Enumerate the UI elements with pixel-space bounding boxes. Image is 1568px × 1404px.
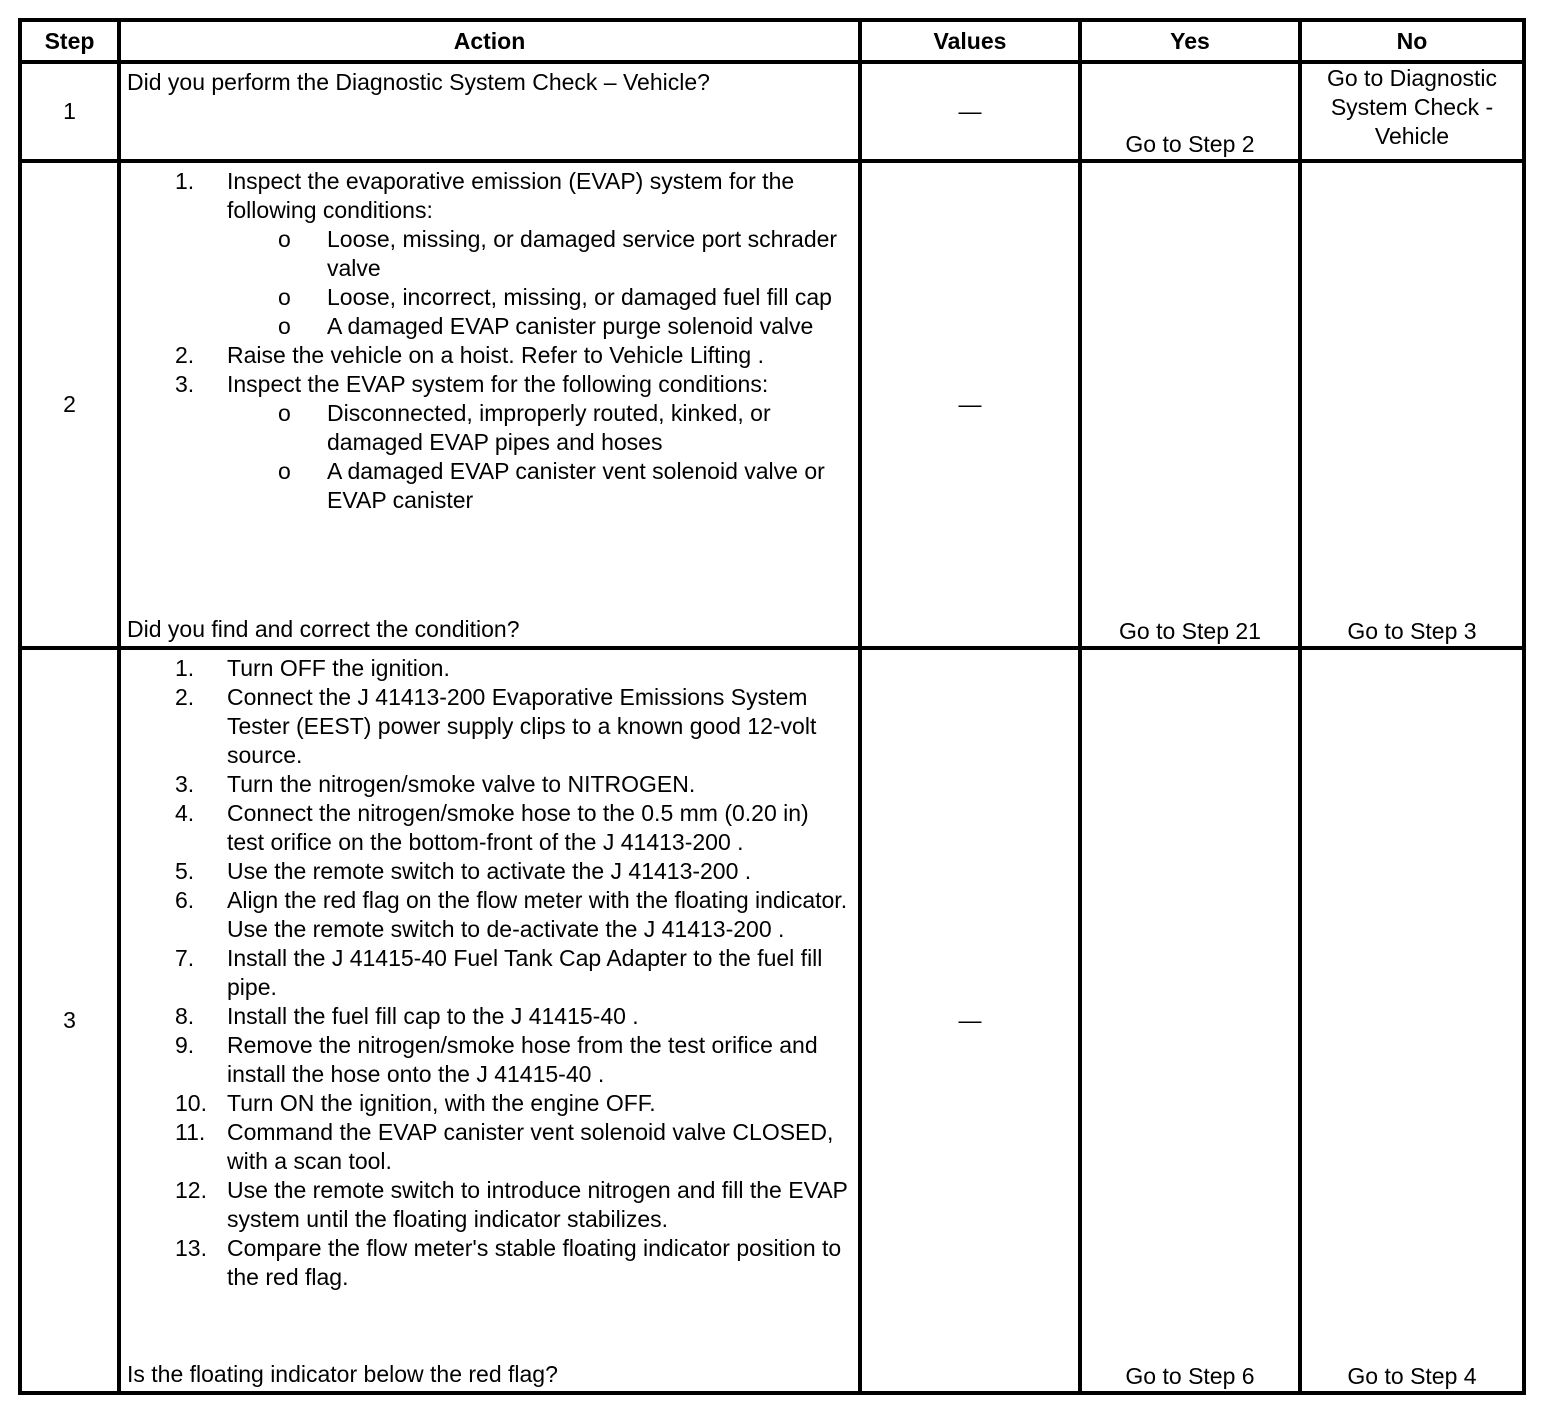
list-item (121, 886, 850, 944)
item-number: 5. (175, 858, 195, 884)
item-text: Align the red flag on the flow meter with the floating indicator. Use the remote switch to de-activate the J 41413-200 . (227, 887, 848, 942)
table-row (20, 161, 1524, 648)
item-text: Compare the flow meter's stable floating indicator position to the red flag. (227, 1235, 842, 1290)
action-steps-list (121, 163, 858, 515)
list-item (121, 799, 850, 857)
list-item (121, 654, 850, 683)
item-text: Install the fuel fill cap to the J 41415-40 . (227, 1003, 639, 1029)
item-number: 6. (175, 887, 195, 913)
step-number: 1 (20, 62, 119, 161)
action-question: Did you perform the Diagnostic System Check – Vehicle? (127, 69, 710, 95)
header-action: Action (119, 20, 860, 62)
no-cell: Go to Step 3 (1300, 161, 1524, 648)
values-cell: — (860, 648, 1080, 1393)
item-number: 1. (175, 168, 195, 194)
item-number: 3. (175, 371, 195, 397)
item-text: Connect the nitrogen/smoke hose to the 0.5 mm (0.20 in) test orifice on the bottom-front of the J 41413-200 . (227, 800, 809, 855)
bullet-icon: o (278, 313, 291, 339)
step-number: 2 (20, 161, 119, 648)
item-number: 11. (175, 1119, 206, 1145)
action-cell (119, 648, 860, 1393)
values-cell: — (860, 161, 1080, 648)
no-cell: Go to Diagnostic System Check - Vehicle (1300, 62, 1524, 161)
table-row (20, 648, 1524, 1393)
action-question: Did you find and correct the condition? (127, 616, 520, 642)
item-number: 1. (175, 655, 195, 681)
header-row (20, 20, 1524, 62)
no-cell: Go to Step 4 (1300, 648, 1524, 1393)
values-cell: — (860, 62, 1080, 161)
item-number: 2. (175, 684, 195, 710)
header-no: No (1300, 20, 1524, 62)
header-values: Values (860, 20, 1080, 62)
bullet-icon: o (278, 226, 291, 252)
item-text: Command the EVAP canister vent solenoid valve CLOSED, with a scan tool. (227, 1119, 834, 1174)
bullet-icon: o (278, 284, 291, 310)
sub-item-text: Loose, incorrect, missing, or damaged fuel fill cap (327, 284, 832, 310)
item-text: Turn the nitrogen/smoke valve to NITROGEN. (227, 771, 696, 797)
sub-item-text: Disconnected, improperly routed, kinked, or damaged EVAP pipes and hoses (327, 400, 771, 455)
list-item (121, 370, 850, 515)
item-number: 10. (175, 1090, 207, 1116)
action-steps-list (121, 650, 858, 1292)
bullet-icon: o (278, 458, 291, 484)
item-number: 4. (175, 800, 195, 826)
sub-list-item (227, 399, 850, 457)
action-cell (119, 62, 860, 161)
sub-list (227, 225, 850, 341)
list-item (121, 341, 850, 370)
list-item (121, 1234, 850, 1292)
item-text: Remove the nitrogen/smoke hose from the test orifice and install the hose onto the J 41415-40 . (227, 1032, 818, 1087)
sub-list-item (227, 225, 850, 283)
diagnostic-table (18, 18, 1526, 1395)
yes-cell: Go to Step 21 (1080, 161, 1300, 648)
sub-item-text: A damaged EVAP canister vent solenoid valve or EVAP canister (327, 458, 825, 513)
item-text: Use the remote switch to activate the J 41413-200 . (227, 858, 752, 884)
sub-list (227, 399, 850, 515)
item-text: Inspect the evaporative emission (EVAP) system for the following conditions: (227, 168, 795, 223)
item-number: 13. (175, 1235, 207, 1261)
header-step: Step (20, 20, 119, 62)
step-number: 3 (20, 648, 119, 1393)
action-question: Is the floating indicator below the red flag? (127, 1361, 558, 1387)
list-item (121, 857, 850, 886)
item-number: 9. (175, 1032, 195, 1058)
sub-list-item (227, 283, 850, 312)
list-item (121, 770, 850, 799)
list-item (121, 1118, 850, 1176)
bullet-icon: o (278, 400, 291, 426)
table-row (20, 62, 1524, 161)
item-text: Install the J 41415-40 Fuel Tank Cap Adapter to the fuel fill pipe. (227, 945, 823, 1000)
item-number: 7. (175, 945, 195, 971)
item-number: 8. (175, 1003, 195, 1029)
list-item (121, 944, 850, 1002)
item-number: 12. (175, 1177, 207, 1203)
list-item (121, 1089, 850, 1118)
header-yes: Yes (1080, 20, 1300, 62)
yes-cell: Go to Step 2 (1080, 62, 1300, 161)
item-number: 2. (175, 342, 195, 368)
item-text: Turn ON the ignition, with the engine OFF. (227, 1090, 656, 1116)
item-text: Connect the J 41413-200 Evaporative Emissions System Tester (EEST) power supply clips to a known good 12-volt source. (227, 684, 817, 768)
list-item (121, 167, 850, 341)
sub-item-text: A damaged EVAP canister purge solenoid valve (327, 313, 814, 339)
sub-list-item (227, 312, 850, 341)
item-text: Use the remote switch to introduce nitrogen and fill the EVAP system until the floating indicator stabilizes. (227, 1177, 848, 1232)
list-item (121, 683, 850, 770)
yes-cell: Go to Step 6 (1080, 648, 1300, 1393)
item-number: 3. (175, 771, 195, 797)
sub-list-item (227, 457, 850, 515)
list-item (121, 1002, 850, 1031)
list-item (121, 1031, 850, 1089)
sub-item-text: Loose, missing, or damaged service port schrader valve (327, 226, 838, 281)
item-text: Inspect the EVAP system for the following conditions: (227, 371, 769, 397)
item-text: Raise the vehicle on a hoist. Refer to Vehicle Lifting . (227, 342, 764, 368)
action-cell (119, 161, 860, 648)
list-item (121, 1176, 850, 1234)
item-text: Turn OFF the ignition. (227, 655, 450, 681)
